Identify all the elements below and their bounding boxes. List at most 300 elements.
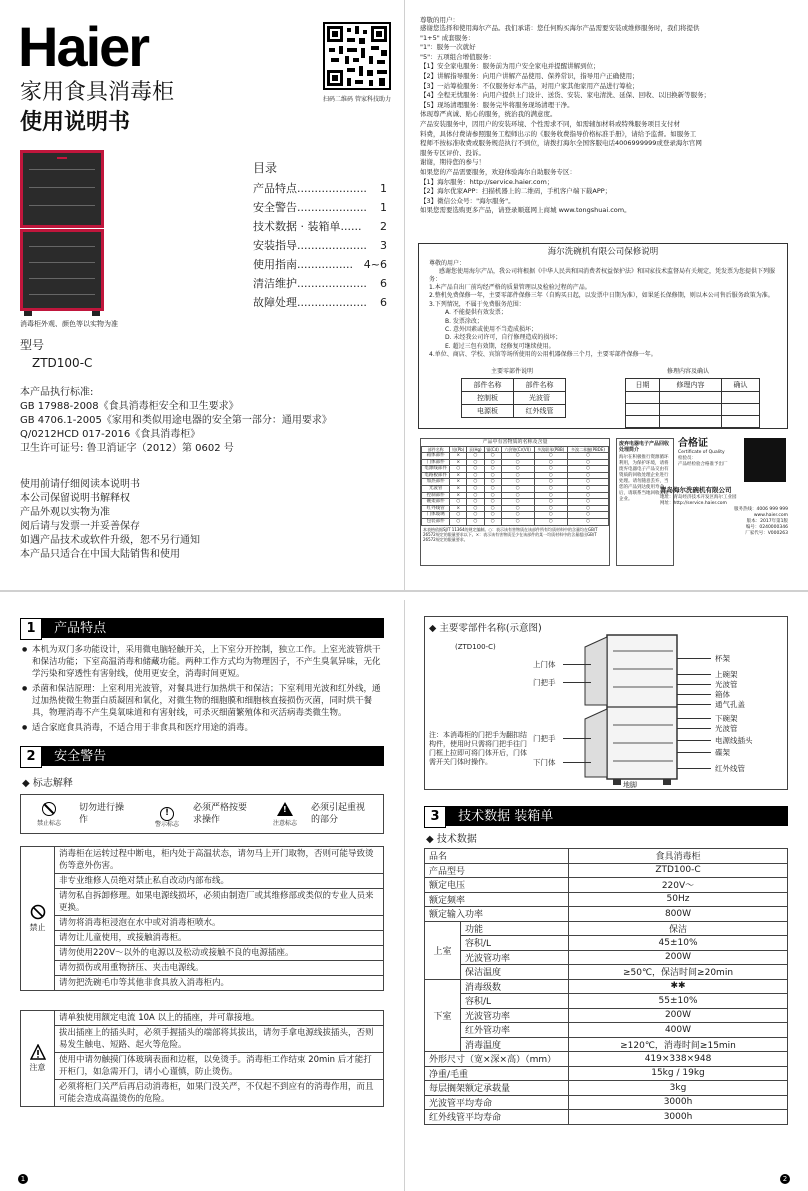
hazard-cell: 光波管 [422,485,450,492]
service-line: 【5】现场清理服务：服务完毕将服务现场清理干净。 [420,100,574,109]
hazard-cell: ○ [484,485,501,492]
bullet-icon: ● [22,646,28,653]
hazard-cell: ○ [467,505,484,512]
toc-item-dots: .................... [297,182,367,195]
service-line: 服务专区评价、投诉。 [420,148,485,157]
hazard-cell: 碗架部件 [422,499,450,506]
cert-hotline: 4006 999 999 [756,507,788,512]
parts-label-right: 下碗架 [715,714,738,723]
qr-caption: 扫码二维码 管家科技助力 [323,96,391,103]
callout-line [677,694,711,695]
warn-row: 请勿损伤或用重物挤压、夹击电源线。 [55,961,384,976]
warn-category-label: 注意 [29,1062,46,1072]
spread-divider [404,0,405,590]
caution-icon: ! [277,802,293,816]
toc-item-label: 安全警告 [253,201,297,214]
notice-item: 本产品只适合在中国大陆销售和使用 [20,549,180,560]
toc-item[interactable] [253,255,387,274]
hazard-cell: × [450,459,467,466]
toc-title: 目录 [253,161,278,175]
toc [253,160,387,312]
spec-value: 400W [569,1023,788,1038]
cabinet-diagram [579,629,689,787]
parts-label-left: 门把手 [533,734,556,743]
cabinet-image [20,150,104,316]
spec-value: 食具消毒柜 [569,849,788,864]
feature-text: 本机为双门多功能设计，采用微电脑轻触开关，上下室分开控制，独立工作。上室光波管烘干和保洁功能；下室高温消毒和储藏功能。两种工作方式均为物理因子，不产生臭氧异味，无化学污染和穿透性有害射线，使用更安全，消毒时间更短。 [32,645,381,679]
toc-item-dots: ...... [340,220,362,233]
section-title: 产品特点 [54,621,107,636]
callout-line [677,728,711,729]
spec-key: 光波管平均寿命 [425,1095,569,1110]
service-line: 体现尊严真诚、贴心的服务，统治我的满意度。 [420,110,557,119]
parts-diagram-title: 主要零部件名称(示意图) [439,623,542,634]
hazard-cell: ○ [467,479,484,486]
callout-line [563,738,591,739]
hazard-cell: 门体玻璃 [422,512,450,519]
toc-item[interactable] [253,293,387,312]
service-line: "1+5" 成套服务： [420,33,475,42]
warranty-item: 1.本产品自出厂前均经严格的质量管理以及检验过程的产品。 [429,284,591,291]
section-safety-header [20,746,384,766]
hazard-cell: ○ [467,459,484,466]
cert-stamp [744,438,786,482]
service-line: "5"：五项组合增值服务： [420,52,496,61]
parts-cell: 控制板 [462,392,514,405]
toc-item[interactable] [253,217,387,236]
service-line: 【1】安全家电服务：服务前为用户安全家电并提醒讲解到位； [420,62,600,71]
parts-cell: 电源板 [462,405,514,418]
sign-text: 切勿进行操作 [79,803,125,825]
hazard-cell: ○ [501,459,534,466]
hazard-cell: ○ [534,472,567,479]
toc-item[interactable] [253,179,387,198]
hazard-cell: × [450,453,467,460]
hazard-cell: ○ [501,485,534,492]
forbid-table [20,846,384,991]
toc-item-label: 安装指导 [253,239,297,252]
service-line: 【4】全程无忧服务：向用户提供上门设计、送货、安装、家电清洗、延保、回收、以旧换新等服务； [420,91,711,100]
hazard-cell: ○ [501,466,534,473]
section-number: 1 [20,618,42,640]
spec-key: 功能 [461,921,569,936]
caution-icon [30,1044,46,1060]
warn-row: 请单独使用额定电流 10A 以上的插座，并可靠接地。 [55,1011,384,1026]
spec-key: 红外管功率 [461,1023,569,1038]
hazard-cell: ○ [484,453,501,460]
callout-line [677,752,711,753]
caution-table [20,1010,384,1107]
toc-item-label: 清洁维护 [253,277,297,290]
toc-item-page: 6 [380,296,387,309]
sign-text: 必须严格按要求操作 [193,803,248,825]
hazard-cell: ○ [467,453,484,460]
callout-line [677,768,711,769]
toc-item-page: 6 [380,277,387,290]
spec-value: ZTD100-C [569,863,788,878]
toc-item[interactable] [253,198,387,217]
hazard-cell: ○ [534,505,567,512]
warranty-item: 2.整机免费保修一年，主要零部件保修三年（自购买日起，以发票中日期为准），如果延长保修期，则以本公司售后服务政策为准。 [429,292,774,300]
service-line: 如果您需要选购更多产品，请登录顺逛网上商城 www.tongshuai.com。 [420,206,631,215]
hazard-cell: 门体部件 [422,459,450,466]
hazard-cell: ○ [467,518,484,525]
sign-label: 禁止标志 [36,819,61,827]
parts-diagram-note: 注：本消毒柜的门把手为翻扣结构件，使用时只需将门把手往门门框上拉即可将门体开后，门体需开关门体时操作。 [429,731,527,766]
tech-table [424,848,788,1125]
notice-item: 本公司保留说明书解释权 [20,493,130,504]
hazard-cell: ○ [501,472,534,479]
spec-key: 容积/L [461,994,569,1009]
warn-row: 请勿将消毒柜浸泡在水中或对消毒柜喷水。 [55,916,384,931]
warranty-item: 4.单位、商店、学校、宾馆等场所使用的公用机器保修三个月，主要零部件保修一年。 [429,351,657,359]
parts-label-right: 电源线插头 [715,736,753,745]
warranty-item: C. 意外因素或使用不当造成损坏； [445,326,538,334]
warn-row: 请勿把洗碗毛巾等其他非食具放入消毒柜内。 [55,976,384,991]
spec-group: 下室 [425,979,461,1052]
toc-item-dots: .................... [297,277,367,290]
hazard-title: 产品中有害物质的名称及含量 [482,439,548,445]
warranty-item: B. 发票涂改； [445,317,483,325]
hazard-cell: ○ [534,485,567,492]
warn-row: 拔出插座上的插头时，必须手握插头的端部将其拔出，请勿手拿电源线拔插头，否则易发生触电、短路、起火等危险。 [55,1026,384,1053]
repair-header: 修理内容 [660,379,722,392]
manual-title: 使用说明书 [20,110,131,135]
bullet-icon: ● [22,685,28,692]
spec-value: 3000h [569,1110,788,1125]
notice-item: 阅后请与发票一并妥善保存 [20,521,140,532]
service-line: 【3】一站筹检服务：不仅服务好本产品，对用户家其他家用产品进行筹检； [420,81,639,90]
spec-key: 每层搁架额定承载量 [425,1081,569,1096]
spec-key: 产品型号 [425,863,569,878]
hazard-cell: 控制部件 [422,492,450,499]
section-tech-header [424,806,788,826]
standard-item: 卫生许可证号: 鲁卫消证字（2012）第 0602 号 [20,443,234,454]
spec-value: 3kg [569,1081,788,1096]
hazard-cell: ○ [484,459,501,466]
hazard-cell: ○ [567,453,608,460]
notice-item: 使用前请仔细阅读本说明书 [20,479,140,490]
hazard-cell: ○ [567,459,608,466]
qr-code[interactable] [323,22,391,90]
spec-value: 50Hz [569,892,788,907]
toc-item-dots: .................... [297,239,367,252]
service-line: 【2】海尔优家APP：扫描机器上的二维码，手机客户端下载APP； [420,187,612,196]
service-line: 如果您的产品需要服务，欢迎体验海尔自助服务专区： [420,167,576,176]
image-note: 消毒柜外观、颜色等以实物为准 [20,320,118,328]
toc-item-dots: ................ [297,258,353,271]
toc-item-page: 2 [380,220,387,233]
diamond-icon: ◆ [429,623,437,634]
spec-key: 品名 [425,849,569,864]
cert-title: 合格证 [678,438,708,449]
warn-category [21,1011,55,1107]
warranty-title: 海尔洗碗机有限公司保修说明 [547,247,659,257]
parts-label-right: 上碗架 [715,670,738,679]
toc-item[interactable] [253,274,387,293]
feature-text: 适合家庭食具消毒，不适合用于非食具和医疗用途的消毒。 [32,723,254,733]
repair-header: 日期 [626,379,660,392]
hazard-cell: ○ [567,492,608,499]
parts-cell: 光波管 [514,392,566,405]
hazard-cell: ○ [501,512,534,519]
service-line: 产品安装服务中，因用户的安装环境、个性需求不同，如需辅加材料或特殊服务项目支付材 [420,119,680,128]
warranty-item: D. 未经我公司许可，自行修理造成的损坏； [445,334,562,342]
warn-row: 非专业维修人员绝对禁止私自改动内部布线。 [55,874,384,889]
notice-item: 如遇产品技术或软件升级，恕不另行通知 [20,535,200,546]
spec-key: 保洁温度 [461,965,569,980]
callout-line [677,718,711,719]
spec-key: 光波管功率 [461,1008,569,1023]
section-title: 安全警告 [54,749,107,764]
warn-row: 请勿使用220V～以外的电源以及松动或接触不良的电源插座。 [55,946,384,961]
service-line: 谢谢，期待您的参与！ [420,158,485,167]
recycle-text: 海尔在积极推行资源循环利用，为保护环境，请将废弃电器电子产品交由有资质的回收处理企业进行处理。请勿随意丢弃，当您的产品到达使用寿命后，请联系当地回收处理企业。 [619,455,669,502]
hazard-header: 铅(Pb) [450,447,467,453]
hazard-cell: ○ [501,499,534,506]
toc-item-label: 故障处理 [253,296,297,309]
spec-key: 消毒级数 [461,979,569,994]
section-title: 技术数据 装箱单 [458,809,554,824]
spec-key: 额定输入功率 [425,907,569,922]
diamond-icon: ◆ [426,834,434,845]
warranty-greeting: 尊敬的用户： [429,260,466,267]
warranty-box [418,243,788,429]
hazard-cell: 红外线管 [422,505,450,512]
page-divider [0,590,808,592]
hazard-header: 部件名称 [422,447,450,453]
hazard-header: 多溴联苯(PBB) [534,447,567,453]
hazard-cell: ○ [534,492,567,499]
hazard-cell: ○ [450,512,467,519]
hazard-cell: ○ [567,466,608,473]
hazard-cell: ○ [567,472,608,479]
hazard-cell: ○ [567,505,608,512]
callout-line [677,740,711,741]
callout-line [677,704,711,705]
hazard-cell: × [450,472,467,479]
hazard-cell: ○ [534,453,567,460]
cert-version: 版本：2017年第1版 [746,519,788,524]
hazard-cell: 电路板部件 [422,472,450,479]
warn-row: 请勿让儿童使用，或接触消毒柜。 [55,931,384,946]
cert-code: 编号：0240000346 [745,525,788,530]
cert-hotline-label: 服务热线： [734,507,757,512]
hazard-cell: ○ [467,512,484,519]
spec-value: 3000h [569,1095,788,1110]
parts-label-left: 门把手 [533,678,556,687]
hazard-cell: ○ [484,479,501,486]
hazard-cell: ○ [534,466,567,473]
hazard-cell: ○ [467,499,484,506]
hazard-cell: ○ [484,472,501,479]
warranty-intro: 感谢您使用海尔产品，我公司将根据《中华人民共和国消费者权益保护法》和国家技术监督局有关规定，凭发票为您提供下列服务： [429,268,776,283]
parts-label-right: 箱体 [715,690,730,699]
service-line: 程师不按标准收费或服务规范执行不到位，请拨打海尔全国客服电话4006999999或登录海尔官网 [420,139,702,148]
parts-label-left: 上门体 [533,660,556,669]
hazard-cell: ○ [501,518,534,525]
hazard-cell: ○ [484,505,501,512]
spec-value: 45±10% [569,936,788,951]
service-greeting: 尊敬的用户： [420,16,459,24]
warning-icon: ! [160,807,174,821]
feature-item [22,644,384,680]
spec-value: 200W [569,1008,788,1023]
toc-item-page: 1 [380,201,387,214]
warn-row: 必须将柜门关严后再启动消毒柜，如果门没关严，不仅起不到应有的消毒作用，而且可能会造成高温烫伤的危险。 [55,1080,384,1107]
service-line: 【2】讲解指导服务：向用户讲解产品使用、保养常识，指导用户正确使用； [420,71,639,80]
callout-line [563,682,591,683]
sign-text: 必须引起重视的部分 [311,803,366,825]
sign-label: 警示标志 [154,820,179,828]
hazard-header: 六价铬(Cr(VI)) [501,447,534,453]
callout-line [563,664,591,665]
parts-table [461,378,566,418]
parts-label-right: 杯架 [715,654,730,663]
hazard-cell: ○ [467,466,484,473]
sign-legend [20,794,384,834]
forbid-icon [42,802,56,816]
tech-sub-text: 技术数据 [436,834,477,845]
hazard-cell: ○ [534,499,567,506]
spec-value: 保洁 [569,921,788,936]
hazard-cell: 包装部件 [422,518,450,525]
cert-factory: 厂家代号：V000263 [745,531,788,536]
standards-title: 本产品执行标准: [20,387,94,398]
spec-value: 55±10% [569,994,788,1009]
toc-item[interactable] [253,236,387,255]
spec-value: 200W [569,950,788,965]
spec-value: 220V～ [569,878,788,893]
toc-item-dots: .................... [297,296,367,309]
certificate [660,438,788,566]
parts-label-foot: 地脚 [623,781,637,789]
section-features-header [20,618,384,638]
service-line: 料费，具体付费请参照服务工程师出示的《服务收费指导价格标准手册》，请给予监督。如服务工 [420,129,697,138]
hazard-header: 多溴二苯醚(PBDE) [567,447,608,453]
hazard-cell: 电源线部件 [422,466,450,473]
warn-category-label: 禁止 [29,922,46,932]
service-line: 感谢您选择和使用海尔产品。我们承诺：您任何购买海尔产品需要安装或维修服务时，我们将提供 [420,24,700,32]
hazard-cell: ○ [534,479,567,486]
parts-diagram-model: (ZTD100-C) [455,643,496,651]
spec-value: ≥50℃，保洁时间≥20min [569,965,788,980]
hazard-cell: ○ [534,459,567,466]
hazard-cell: ○ [534,518,567,525]
toc-item-page: 4~6 [363,258,387,271]
hazard-table [421,446,609,526]
warn-row: 请勿私自拆卸修理。如果电源线损坏，必须由制造厂或其维修部或类似的专业人员来更换。 [55,889,384,916]
hazard-cell: × [450,479,467,486]
spec-key: 额定电压 [425,878,569,893]
feature-item [22,683,384,719]
toc-item-page: 3 [380,239,387,252]
service-line: 【1】海尔服务：http://service.haier.com； [420,177,554,186]
hazard-cell: ○ [567,499,608,506]
bullet-icon: ● [22,724,28,731]
diamond-icon: ◆ [22,778,30,789]
spec-key: 消毒温度 [461,1037,569,1052]
hazard-header: 汞(Hg) [467,447,484,453]
spec-key: 外形尺寸（宽×深×高）（mm） [425,1052,569,1067]
section-number: 2 [20,746,42,768]
standard-item: GB 4706.1-2005《家用和类似用途电器的安全第一部分：通用要求》 [20,415,332,426]
hazard-cell: ○ [450,518,467,525]
toc-item-page: 1 [380,182,387,195]
hazard-cell: ○ [501,453,534,460]
hazard-cell: × [450,485,467,492]
parts-label-left: 下门体 [533,758,556,767]
toc-item-dots: .................... [297,201,367,214]
toc-item-label: 技术数据 · 装箱单 [253,220,341,233]
page-number-left: 1 [18,1174,28,1184]
sign-title [22,774,73,789]
standard-item: Q/0212HCD 017-2016《食具消毒柜》 [20,429,201,440]
parts-label-right: 碟架 [715,748,730,757]
hazard-header: 镉(Cd) [484,447,501,453]
warranty-item: E. 超过三包有效期，经修复可继续使用。 [445,342,555,350]
warranty-item: 3.下列情况，不属于免费服务范围： [429,300,525,308]
feature-item [22,722,384,734]
hazard-cell: 箱体部件 [422,453,450,460]
hazard-cell: ○ [484,499,501,506]
hazard-cell: ○ [467,485,484,492]
haier-logo: Haier [18,15,149,78]
repair-header: 确认 [722,379,760,392]
hazard-cell: ○ [567,485,608,492]
page-number-right: 2 [780,1174,790,1184]
parts-label-right: 红外线管 [715,764,745,773]
product-name: 家用食具消毒柜 [20,80,175,105]
warn-row: 消毒柜在运转过程中断电，柜内处于高温状态，请勿马上开门取物，否则可能导致烫伤等意外伤害。 [55,847,384,874]
parts-cell: 红外线管 [514,405,566,418]
hazard-cell: ○ [567,512,608,519]
spec-key: 额定频率 [425,892,569,907]
spec-value: 419×338×948 [569,1052,788,1067]
hazard-cell: ○ [501,505,534,512]
parts-diagram [424,616,788,790]
features-list [22,644,384,737]
hazard-cell: ○ [534,512,567,519]
forbid-icon [30,904,46,920]
spec-key: 光波管功率 [461,950,569,965]
sign-title-text: 标志解释 [32,778,73,789]
spec-key: 容积/L [461,936,569,951]
cert-subtitle: Certificate of Quality [678,450,725,455]
callout-line [677,674,711,675]
cert-web2: www.haier.com [753,513,788,518]
tech-sub [426,830,477,845]
cert-company: 青岛海尔洗碗机有限公司 [660,486,732,494]
hazard-cell: × [450,492,467,499]
callout-line [677,684,711,685]
parts-label-right: 光波管 [715,724,738,733]
spec-key: 净重/毛重 [425,1066,569,1081]
service-block [420,16,788,216]
cert-check: 检验员： [678,456,696,461]
callout-line [677,658,711,659]
spec-key: 红外线管平均寿命 [425,1110,569,1125]
service-line: "1"：服务一次就好 [420,43,476,52]
cert-address: 地址：青岛经济技术开发区海尔工业园 [660,495,737,500]
recycle-title: 废弃电器电子产品回收处理简介 [619,441,670,453]
hazard-box [420,438,610,566]
spread-divider [404,600,405,1191]
hazard-cell: ○ [501,479,534,486]
hazard-cell: × [450,505,467,512]
parts-header: 部件名称 [514,379,566,392]
standards [20,386,332,456]
